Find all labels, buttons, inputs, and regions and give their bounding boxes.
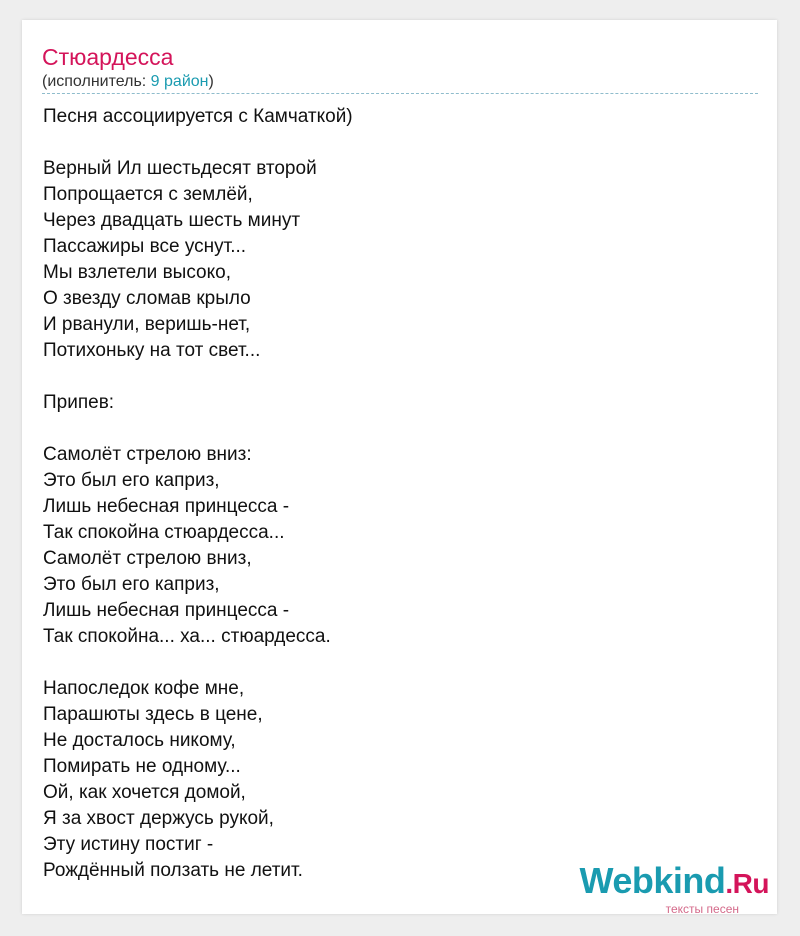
watermark-tagline: тексты песен <box>665 902 739 916</box>
watermark-logo <box>569 862 769 903</box>
lyric-line: Верный Ил шестьдесят второй <box>43 158 317 179</box>
lyric-line: О звезду сломав крыло <box>43 288 251 309</box>
lyric-line: Так спокойна стюардесса... <box>43 522 285 543</box>
lyric-blank-line <box>43 650 753 676</box>
lyric-line: Это был его каприз, <box>43 470 220 491</box>
lyric-line: Помирать не одному... <box>43 756 241 777</box>
lyric-line: Лишь небесная принцесса - <box>43 496 290 517</box>
lyric-line: Припев: <box>43 392 115 413</box>
lyric-blank-line <box>43 416 753 442</box>
lyric-line: Так спокойна... ха... стюардесса. <box>43 626 331 647</box>
lyric-line: Рождённый ползать не летит. <box>43 860 303 881</box>
title-divider <box>42 93 758 94</box>
lyric-line: Ой, как хочется домой, <box>43 782 246 803</box>
lyric-line: Эту истину постиг - <box>43 834 214 855</box>
artist-suffix: ) <box>208 73 214 90</box>
lyric-line: Это был его каприз, <box>43 574 220 595</box>
lyric-line: Через двадцать шесть минут <box>43 210 301 231</box>
lyric-line: Песня ассоциируется с Камчаткой) <box>43 106 353 127</box>
artist-link[interactable]: 9 район <box>150 73 209 90</box>
lyric-line: Самолёт стрелою вниз, <box>43 548 252 569</box>
lyric-line: Я за хвост держусь рукой, <box>43 808 274 829</box>
lyric-line: Парашюты здесь в цене, <box>43 704 263 725</box>
lyric-line: Потихоньку на тот свет... <box>43 340 261 361</box>
lyric-blank-line <box>43 130 753 156</box>
lyric-line: Попрощается с землёй, <box>43 184 253 205</box>
lyric-line: И рванули, веришь-нет, <box>43 314 251 335</box>
watermark-tld: .Ru <box>725 868 769 899</box>
watermark-brand: Webkind <box>579 860 726 901</box>
artist-prefix: (исполнитель: <box>42 73 151 90</box>
lyric-blank-line <box>43 364 753 390</box>
lyric-line: Не досталось никому, <box>43 730 236 751</box>
lyric-line: Напоследок кофе мне, <box>43 678 245 699</box>
lyrics-card <box>22 20 777 914</box>
artist-line <box>42 72 214 92</box>
lyric-line: Мы взлетели высоко, <box>43 262 231 283</box>
lyric-line: Пассажиры все уснут... <box>43 236 247 257</box>
webkind-watermark[interactable] <box>569 860 769 916</box>
lyric-line: Лишь небесная принцесса - <box>43 600 290 621</box>
lyric-line: Самолёт стрелою вниз: <box>43 444 252 465</box>
song-title: Стюардесса <box>42 44 174 70</box>
lyrics-text <box>43 104 753 884</box>
